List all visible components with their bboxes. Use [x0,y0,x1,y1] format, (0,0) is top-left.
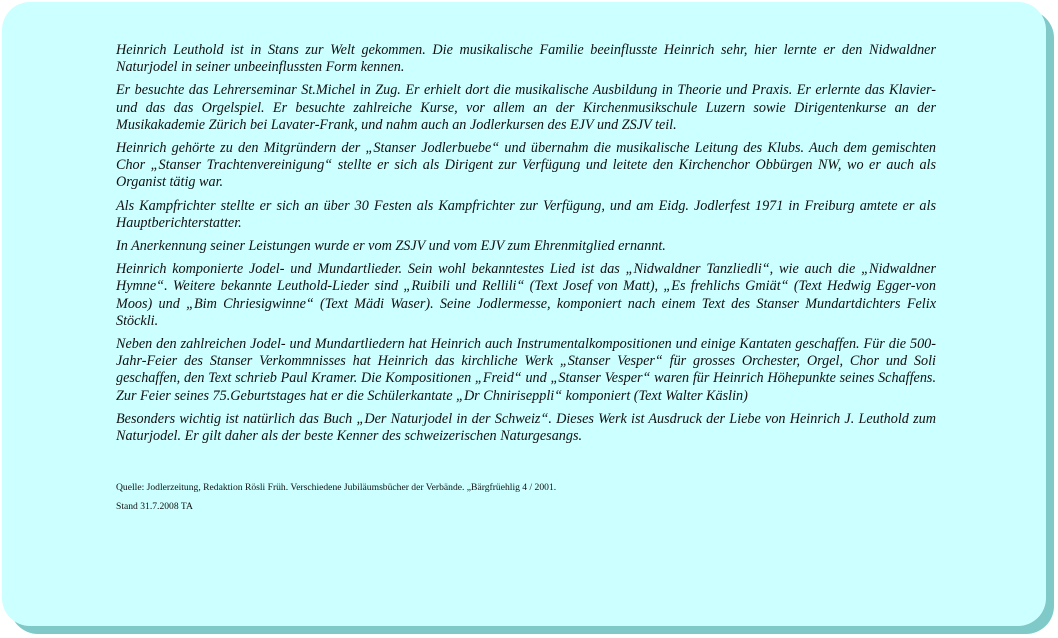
paragraph-5: In Anerkennung seiner Leistungen wurde er vom ZSJV und vom EJV zum Ehrenmitglied ernannt. [116,238,666,255]
source-footer [116,481,936,513]
paragraph-3: Heinrich gehörte zu den Mitgründern der „Stanser Jodlerbuebe“ und übernahm die musikalische Leitung des Klubs. Auch dem gemischten Chor „Stanser Trachtenvereinigung“ stellte er sich als Dirigent zur Verfügung und leitete den Kirchenchor Obbürgen NW, wo er auch als Organist tätig war. [116,140,936,191]
paragraph-8: Besonders wichtig ist natürlich das Buch „Der Naturjodel in der Schweiz“. Dieses Werk ist Ausdruck der Liebe von Heinrich J. Leuthold zum Naturjodel. Er gilt daher als der beste Kenner des schweizerischen Naturgesangs. [116,410,936,445]
source-line: Quelle: Jodlerzeitung, Redaktion Rösli Früh. Verschiedene Jubiläumsbücher der Verbände. „Bärgfrüehlig 4 / 2001. [116,482,557,494]
text-card [2,2,1046,626]
paragraph-4: Als Kampfrichter stellte er sich an über 30 Festen als Kampfrichter zur Verfügung, und am Eidg. Jodlerfest 1971 in Freiburg amtete er als Hauptberichterstatter. [116,197,936,231]
biography-text [116,42,936,445]
paragraph-2: Er besuchte das Lehrerseminar St.Michel in Zug. Er erhielt dort die musikalische Ausbildung in Theorie und Praxis. Er erlernte das Klavier- und das das Orgelspiel. Er besuchte zahlreiche Kurse, vor allem an der Kirchenmusikschule Luzern sowie Dirigentenkurse an der Musikakademie Zürich bei Lavater-Frank, und nahm auch an Jodlerkursen des EJV und ZSJV teil. [116,82,936,133]
paragraph-7: Neben den zahlreichen Jodel- und Mundartliedern hat Heinrich auch Instrumentalkompositionen und einige Kantaten geschaffen. Für die 500-Jahr-Feier des Stanser Verkommnisses hat Heinrich das kirchliche Werk „Stanser Vesper“ für grosses Orchester, Orgel, Chor und Soli geschaffen, den Text schrieb Paul Kramer. Die Kompositionen „Freid“ und „Stanser Vesper“ waren für Heinrich Höhepunkte seines Schaffens. Zur Feier seines 75.Geburtstages hat er die Schülerkantate „Dr Chniriseppli“ komponiert (Text Walter Käslin) [116,336,936,404]
paragraph-6: Heinrich komponierte Jodel- und Mundartlieder. Sein wohl bekanntestes Lied ist das „Nidwaldner Tanzliedli“, wie auch die „Nidwaldner Hymne“. Weitere bekannte Leuthold-Lieder sind „Ruibili und Rellili“ (Text Josef von Matt), „Es frehlichs Gmiät“ (Text Hedwig Egger-von Moos) und „Bim Chriesigwinne“ (Text Mädi Waser). Seine Jodlermesse, komponiert nach einem Text des Stanser Mundartdichters Felix Stöckli. [116,261,936,329]
paragraph-1: Heinrich Leuthold ist in Stans zur Welt gekommen. Die musikalische Familie beeinflusste Heinrich sehr, hier lernte er den Nidwaldner Naturjodel in seiner unbeeinflussten Form kennen. [116,42,936,76]
stand-line: Stand 31.7.2008 TA [116,501,193,513]
